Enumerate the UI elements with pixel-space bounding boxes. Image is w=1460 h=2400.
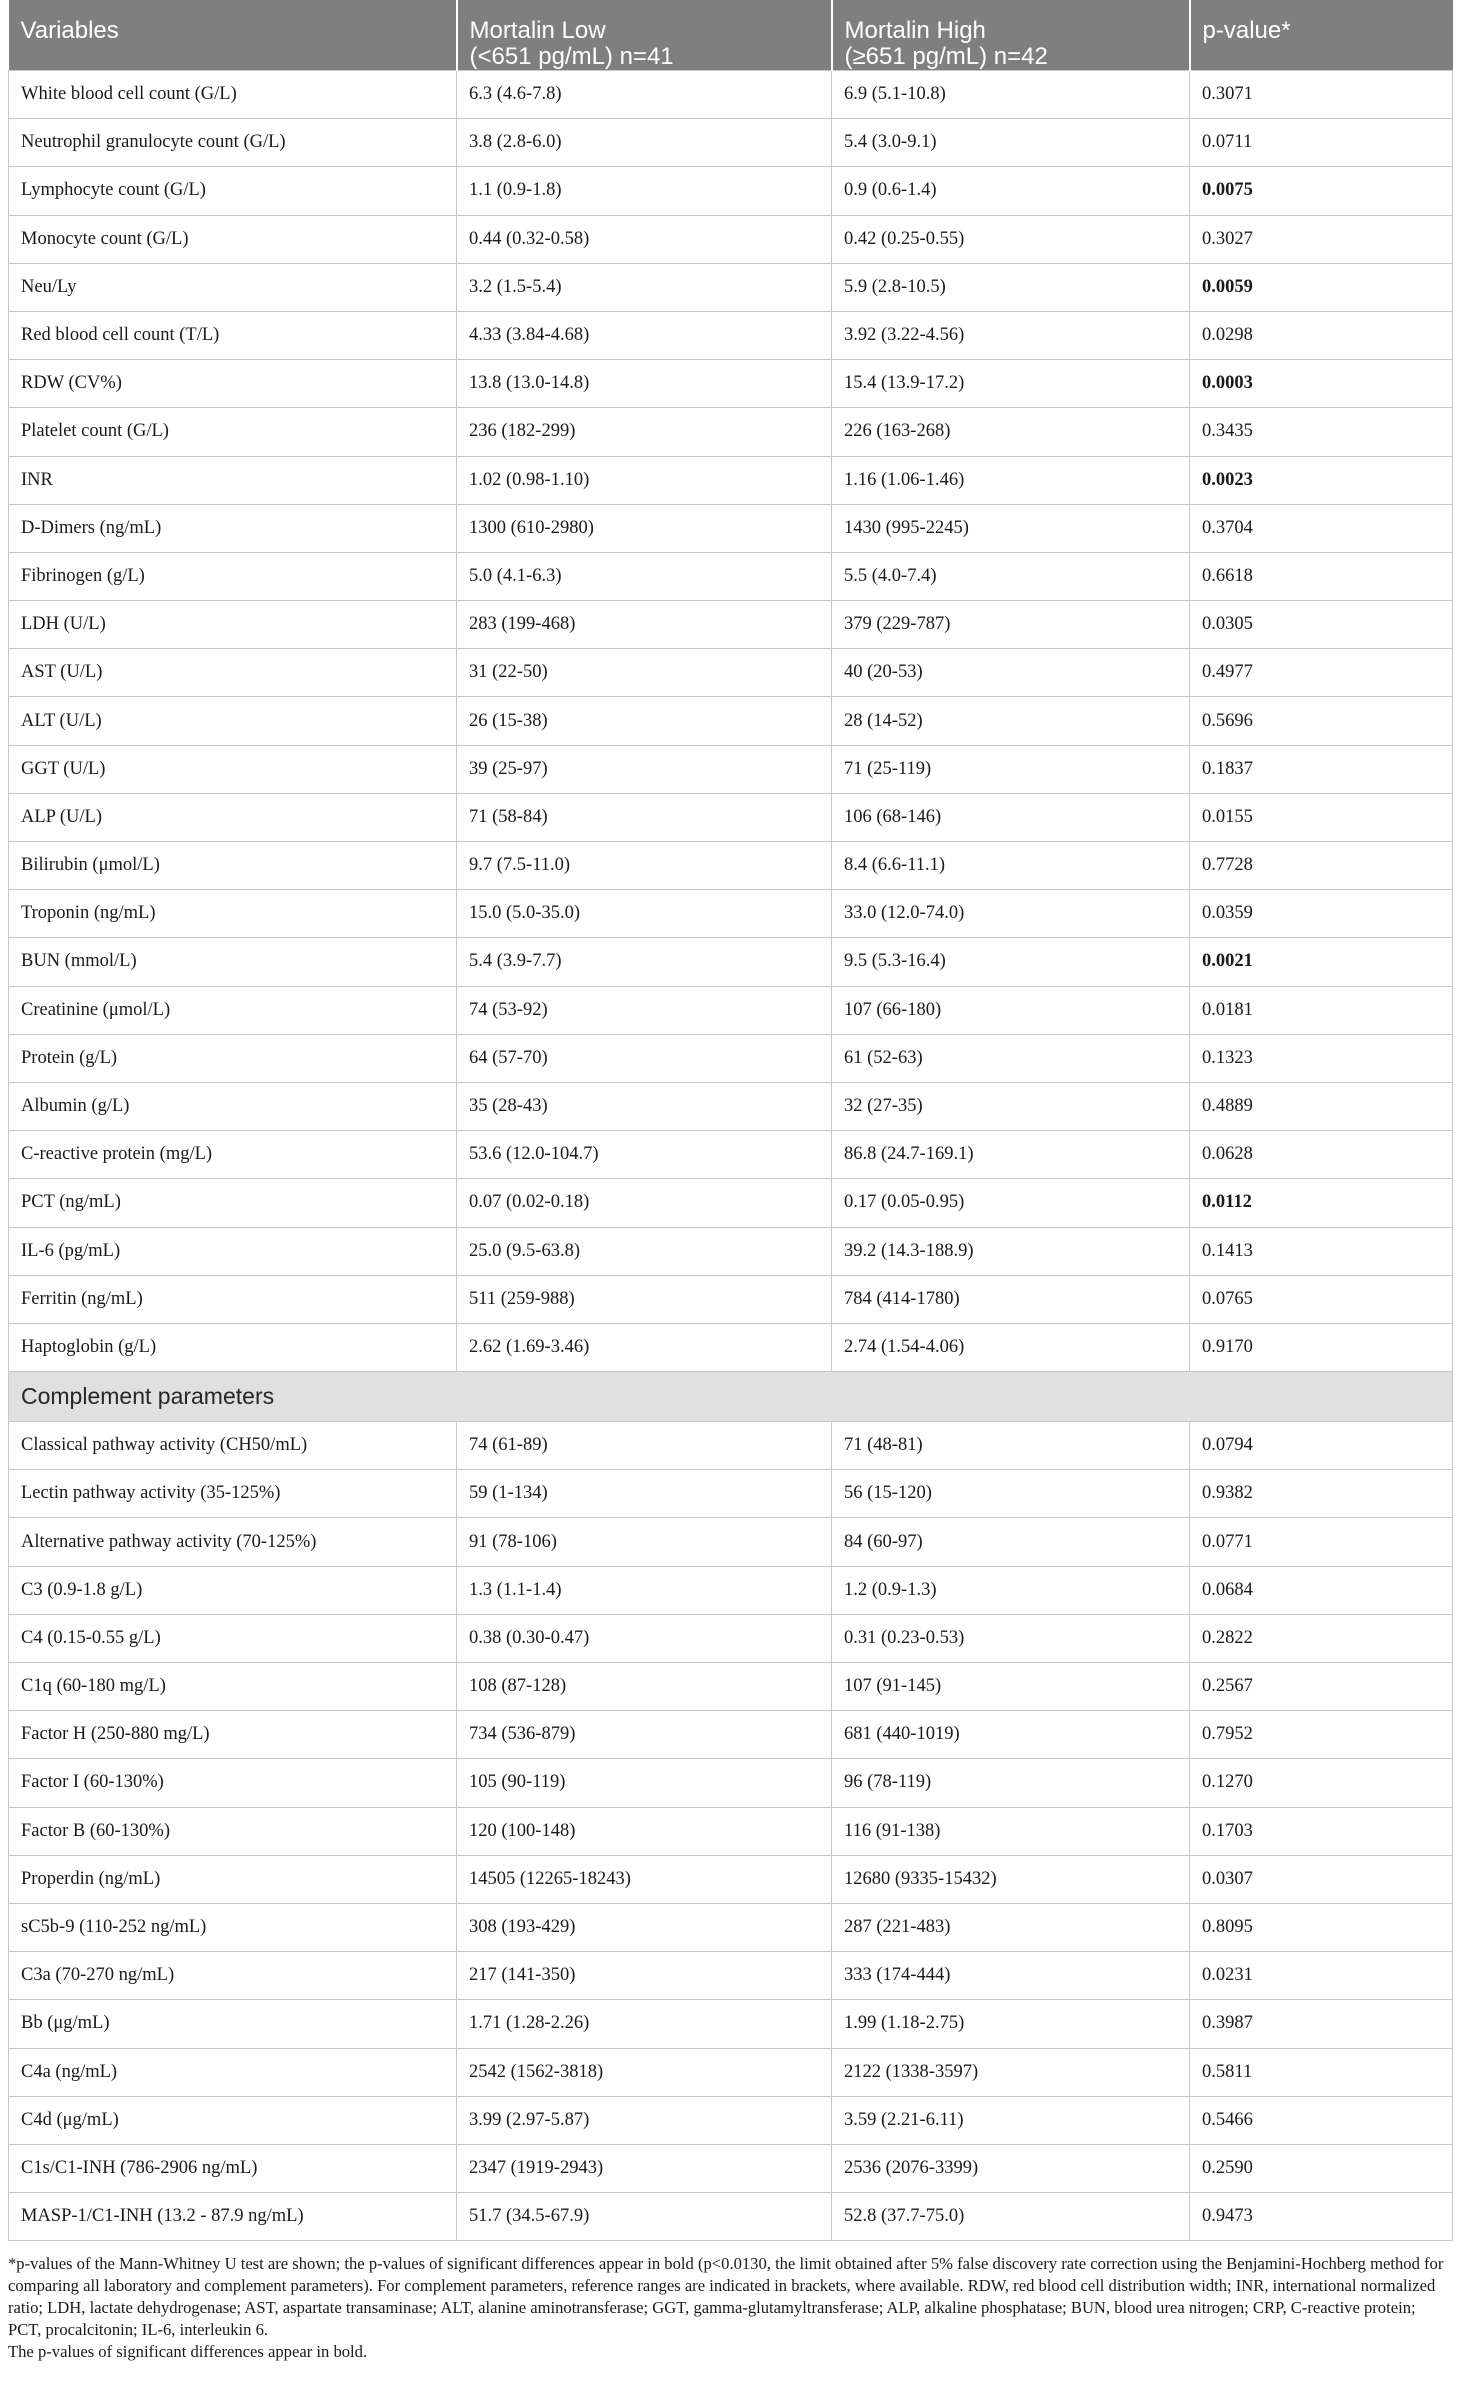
p-value-cell: 0.3071 [1190, 71, 1453, 119]
p-value-cell: 0.9473 [1190, 2193, 1453, 2241]
table-row [9, 601, 1453, 649]
mortalin-low-cell: 511 (259-988) [457, 1275, 832, 1323]
mortalin-low-cell: 4.33 (3.84-4.68) [457, 311, 832, 359]
variable-cell: Bilirubin (μmol/L) [9, 842, 457, 890]
mortalin-high-cell: 40 (20-53) [832, 649, 1190, 697]
mortalin-high-cell: 3.92 (3.22-4.56) [832, 311, 1190, 359]
variable-cell: ALP (U/L) [9, 793, 457, 841]
table-row [9, 938, 1453, 986]
table-row [9, 263, 1453, 311]
table-row [9, 1952, 1453, 2000]
p-value-cell: 0.0711 [1190, 119, 1453, 167]
table-row [9, 1131, 1453, 1179]
table-row [9, 2048, 1453, 2096]
variable-cell: C-reactive protein (mg/L) [9, 1131, 457, 1179]
mortalin-high-cell: 287 (221-483) [832, 1903, 1190, 1951]
mortalin-high-cell: 12680 (9335-15432) [832, 1855, 1190, 1903]
p-value-cell: 0.0075 [1190, 167, 1453, 215]
mortalin-high-cell: 106 (68-146) [832, 793, 1190, 841]
variable-cell: Alternative pathway activity (70-125%) [9, 1518, 457, 1566]
mortalin-high-cell: 379 (229-787) [832, 601, 1190, 649]
p-value-cell: 0.0628 [1190, 1131, 1453, 1179]
mortalin-high-cell: 9.5 (5.3-16.4) [832, 938, 1190, 986]
p-value-cell: 0.9170 [1190, 1323, 1453, 1371]
variable-cell: Monocyte count (G/L) [9, 215, 457, 263]
mortalin-low-cell: 5.4 (3.9-7.7) [457, 938, 832, 986]
mortalin-high-cell: 0.9 (0.6-1.4) [832, 167, 1190, 215]
p-value-cell: 0.0359 [1190, 890, 1453, 938]
mortalin-low-cell: 1.71 (1.28-2.26) [457, 2000, 832, 2048]
variable-cell: White blood cell count (G/L) [9, 71, 457, 119]
mortalin-high-cell: 116 (91-138) [832, 1807, 1190, 1855]
variable-cell: Ferritin (ng/mL) [9, 1275, 457, 1323]
table-row [9, 1034, 1453, 1082]
table-row [9, 1614, 1453, 1662]
header-mortalin-high: Mortalin High (≥651 pg/mL) n=42 [832, 0, 1190, 71]
mortalin-low-cell: 91 (78-106) [457, 1518, 832, 1566]
table-row [9, 2193, 1453, 2241]
mortalin-low-cell: 53.6 (12.0-104.7) [457, 1131, 832, 1179]
p-value-cell: 0.0298 [1190, 311, 1453, 359]
table-row [9, 1663, 1453, 1711]
p-value-cell: 0.0765 [1190, 1275, 1453, 1323]
table-row [9, 552, 1453, 600]
variable-cell: BUN (mmol/L) [9, 938, 457, 986]
mortalin-high-cell: 8.4 (6.6-11.1) [832, 842, 1190, 890]
mortalin-low-cell: 74 (61-89) [457, 1422, 832, 1470]
table-row [9, 745, 1453, 793]
mortalin-low-cell: 0.38 (0.30-0.47) [457, 1614, 832, 1662]
p-value-cell: 0.8095 [1190, 1903, 1453, 1951]
table-row [9, 1275, 1453, 1323]
table-row [9, 1323, 1453, 1371]
variable-cell: Factor B (60-130%) [9, 1807, 457, 1855]
mortalin-low-cell: 308 (193-429) [457, 1903, 832, 1951]
p-value-cell: 0.1270 [1190, 1759, 1453, 1807]
table-row [9, 1759, 1453, 1807]
variable-cell: C4a (ng/mL) [9, 2048, 457, 2096]
variable-cell: D-Dimers (ng/mL) [9, 504, 457, 552]
table-row [9, 986, 1453, 1034]
mortalin-low-cell: 0.07 (0.02-0.18) [457, 1179, 832, 1227]
header-row [9, 0, 1453, 71]
variable-cell: Factor H (250-880 mg/L) [9, 1711, 457, 1759]
mortalin-high-cell: 0.42 (0.25-0.55) [832, 215, 1190, 263]
mortalin-low-cell: 13.8 (13.0-14.8) [457, 360, 832, 408]
mortalin-high-cell: 0.31 (0.23-0.53) [832, 1614, 1190, 1662]
variable-cell: C3 (0.9-1.8 g/L) [9, 1566, 457, 1614]
mortalin-high-cell: 333 (174-444) [832, 1952, 1190, 2000]
mortalin-high-cell: 107 (66-180) [832, 986, 1190, 1034]
p-value-cell: 0.7952 [1190, 1711, 1453, 1759]
section-row-complement [9, 1372, 1453, 1422]
p-value-cell: 0.0684 [1190, 1566, 1453, 1614]
variable-cell: C3a (70-270 ng/mL) [9, 1952, 457, 2000]
table-row [9, 1422, 1453, 1470]
mortalin-low-cell: 15.0 (5.0-35.0) [457, 890, 832, 938]
mortalin-high-cell: 681 (440-1019) [832, 1711, 1190, 1759]
p-value-cell: 0.3704 [1190, 504, 1453, 552]
variable-cell: Haptoglobin (g/L) [9, 1323, 457, 1371]
mortalin-high-cell: 0.17 (0.05-0.95) [832, 1179, 1190, 1227]
mortalin-high-cell: 6.9 (5.1-10.8) [832, 71, 1190, 119]
results-table [8, 0, 1453, 2241]
mortalin-low-cell: 51.7 (34.5-67.9) [457, 2193, 832, 2241]
p-value-cell: 0.1323 [1190, 1034, 1453, 1082]
header-p-value: p-value* [1190, 0, 1453, 71]
mortalin-high-cell: 56 (15-120) [832, 1470, 1190, 1518]
table-row [9, 2096, 1453, 2144]
variable-cell: Properdin (ng/mL) [9, 1855, 457, 1903]
mortalin-low-cell: 9.7 (7.5-11.0) [457, 842, 832, 890]
p-value-cell: 0.2590 [1190, 2144, 1453, 2192]
variable-cell: Red blood cell count (T/L) [9, 311, 457, 359]
table-row [9, 890, 1453, 938]
mortalin-high-cell: 52.8 (37.7-75.0) [832, 2193, 1190, 2241]
mortalin-low-cell: 1.02 (0.98-1.10) [457, 456, 832, 504]
section-title: Complement parameters [9, 1372, 1453, 1422]
mortalin-high-cell: 2536 (2076-3399) [832, 2144, 1190, 2192]
variable-cell: Neutrophil granulocyte count (G/L) [9, 119, 457, 167]
mortalin-high-cell: 1.16 (1.06-1.46) [832, 456, 1190, 504]
mortalin-high-cell: 2122 (1338-3597) [832, 2048, 1190, 2096]
mortalin-low-cell: 64 (57-70) [457, 1034, 832, 1082]
variable-cell: Bb (μg/mL) [9, 2000, 457, 2048]
variable-cell: Neu/Ly [9, 263, 457, 311]
mortalin-high-cell: 226 (163-268) [832, 408, 1190, 456]
table-row [9, 360, 1453, 408]
mortalin-low-cell: 108 (87-128) [457, 1663, 832, 1711]
mortalin-low-cell: 3.2 (1.5-5.4) [457, 263, 832, 311]
table-row [9, 793, 1453, 841]
variable-cell: MASP-1/C1-INH (13.2 - 87.9 ng/mL) [9, 2193, 457, 2241]
table-row [9, 2000, 1453, 2048]
mortalin-high-cell: 71 (48-81) [832, 1422, 1190, 1470]
mortalin-low-cell: 2.62 (1.69-3.46) [457, 1323, 832, 1371]
p-value-cell: 0.2567 [1190, 1663, 1453, 1711]
p-value-cell: 0.0305 [1190, 601, 1453, 649]
mortalin-high-cell: 5.4 (3.0-9.1) [832, 119, 1190, 167]
p-value-cell: 0.0771 [1190, 1518, 1453, 1566]
table-row [9, 1903, 1453, 1951]
p-value-cell: 0.0794 [1190, 1422, 1453, 1470]
p-value-cell: 0.5811 [1190, 2048, 1453, 2096]
variable-cell: Albumin (g/L) [9, 1082, 457, 1130]
p-value-cell: 0.4889 [1190, 1082, 1453, 1130]
document [8, 0, 1452, 2363]
p-value-cell: 0.0112 [1190, 1179, 1453, 1227]
p-value-cell: 0.0155 [1190, 793, 1453, 841]
table-row [9, 167, 1453, 215]
variable-cell: Fibrinogen (g/L) [9, 552, 457, 600]
table-row [9, 215, 1453, 263]
variable-cell: Lymphocyte count (G/L) [9, 167, 457, 215]
mortalin-high-cell: 784 (414-1780) [832, 1275, 1190, 1323]
table-row [9, 456, 1453, 504]
p-value-cell: 0.0231 [1190, 1952, 1453, 2000]
table-row [9, 1711, 1453, 1759]
variable-cell: RDW (CV%) [9, 360, 457, 408]
variable-cell: AST (U/L) [9, 649, 457, 697]
mortalin-low-cell: 59 (1-134) [457, 1470, 832, 1518]
mortalin-low-cell: 74 (53-92) [457, 986, 832, 1034]
mortalin-low-cell: 31 (22-50) [457, 649, 832, 697]
table-row [9, 311, 1453, 359]
variable-cell: Factor I (60-130%) [9, 1759, 457, 1807]
p-value-cell: 0.1703 [1190, 1807, 1453, 1855]
p-value-cell: 0.0307 [1190, 1855, 1453, 1903]
footnote [8, 2253, 1452, 2363]
mortalin-low-cell: 3.99 (2.97-5.87) [457, 2096, 832, 2144]
mortalin-low-cell: 734 (536-879) [457, 1711, 832, 1759]
mortalin-high-cell: 1.99 (1.18-2.75) [832, 2000, 1190, 2048]
mortalin-low-cell: 5.0 (4.1-6.3) [457, 552, 832, 600]
mortalin-low-cell: 236 (182-299) [457, 408, 832, 456]
p-value-cell: 0.6618 [1190, 552, 1453, 600]
table-row [9, 1855, 1453, 1903]
mortalin-high-cell: 96 (78-119) [832, 1759, 1190, 1807]
p-value-cell: 0.3987 [1190, 2000, 1453, 2048]
table-row [9, 1082, 1453, 1130]
mortalin-high-cell: 107 (91-145) [832, 1663, 1190, 1711]
mortalin-low-cell: 6.3 (4.6-7.8) [457, 71, 832, 119]
variable-cell: LDH (U/L) [9, 601, 457, 649]
mortalin-low-cell: 14505 (12265-18243) [457, 1855, 832, 1903]
p-value-cell: 0.5466 [1190, 2096, 1453, 2144]
variable-cell: C1s/C1-INH (786-2906 ng/mL) [9, 2144, 457, 2192]
table-row [9, 1179, 1453, 1227]
p-value-cell: 0.3027 [1190, 215, 1453, 263]
table-row [9, 1470, 1453, 1518]
table-row [9, 1227, 1453, 1275]
p-value-cell: 0.0181 [1190, 986, 1453, 1034]
footnote-text: *p-values of the Mann-Whitney U test are shown; the p-values of significant differences appear in bold (p<0.0130, the limit obtained after 5% false discovery rate correction using the Benjamini-Hochberg method for comparing all laboratory and complement parameters). For complement parameters, reference ranges are indicated in brackets, where available. RDW, red blood cell distribution width; INR, international normalized ratio; LDH, lactate dehydrogenase; AST, aspartate transaminase; ALT, alanine aminotransferase; GGT, gamma-glutamyltransferase; ALP, alkaline phosphatase; BUN, blood urea nitrogen; CRP, C-reactive protein; PCT, procalcitonin; IL-6, interleukin 6. [8, 2254, 1444, 2340]
p-value-cell: 0.1837 [1190, 745, 1453, 793]
table-row [9, 697, 1453, 745]
table-row [9, 71, 1453, 119]
variable-cell: Lectin pathway activity (35-125%) [9, 1470, 457, 1518]
header-mortalin-low: Mortalin Low (<651 pg/mL) n=41 [457, 0, 832, 71]
variable-cell: C4 (0.15-0.55 g/L) [9, 1614, 457, 1662]
p-value-cell: 0.7728 [1190, 842, 1453, 890]
mortalin-high-cell: 61 (52-63) [832, 1034, 1190, 1082]
mortalin-low-cell: 3.8 (2.8-6.0) [457, 119, 832, 167]
mortalin-low-cell: 0.44 (0.32-0.58) [457, 215, 832, 263]
mortalin-low-cell: 120 (100-148) [457, 1807, 832, 1855]
mortalin-low-cell: 2347 (1919-2943) [457, 2144, 832, 2192]
p-value-cell: 0.0021 [1190, 938, 1453, 986]
variable-cell: sC5b-9 (110-252 ng/mL) [9, 1903, 457, 1951]
mortalin-high-cell: 5.9 (2.8-10.5) [832, 263, 1190, 311]
mortalin-high-cell: 71 (25-119) [832, 745, 1190, 793]
variable-cell: Classical pathway activity (CH50/mL) [9, 1422, 457, 1470]
table-row [9, 649, 1453, 697]
variable-cell: PCT (ng/mL) [9, 1179, 457, 1227]
variable-cell: Creatinine (μmol/L) [9, 986, 457, 1034]
mortalin-high-cell: 15.4 (13.9-17.2) [832, 360, 1190, 408]
p-value-cell: 0.3435 [1190, 408, 1453, 456]
mortalin-low-cell: 1.3 (1.1-1.4) [457, 1566, 832, 1614]
p-value-cell: 0.1413 [1190, 1227, 1453, 1275]
p-value-cell: 0.4977 [1190, 649, 1453, 697]
variable-cell: ALT (U/L) [9, 697, 457, 745]
mortalin-high-cell: 39.2 (14.3-188.9) [832, 1227, 1190, 1275]
mortalin-high-cell: 84 (60-97) [832, 1518, 1190, 1566]
variable-cell: C4d (μg/mL) [9, 2096, 457, 2144]
variable-cell: Protein (g/L) [9, 1034, 457, 1082]
p-value-cell: 0.5696 [1190, 697, 1453, 745]
mortalin-low-cell: 1.1 (0.9-1.8) [457, 167, 832, 215]
p-value-cell: 0.9382 [1190, 1470, 1453, 1518]
variable-cell: INR [9, 456, 457, 504]
table-row [9, 1566, 1453, 1614]
footnote-bold-note: The p-values of significant differences appear in bold. [8, 2342, 368, 2362]
table-row [9, 2144, 1453, 2192]
variable-cell: IL-6 (pg/mL) [9, 1227, 457, 1275]
mortalin-low-cell: 35 (28-43) [457, 1082, 832, 1130]
mortalin-low-cell: 105 (90-119) [457, 1759, 832, 1807]
variable-cell: C1q (60-180 mg/L) [9, 1663, 457, 1711]
mortalin-high-cell: 33.0 (12.0-74.0) [832, 890, 1190, 938]
variable-cell: Troponin (ng/mL) [9, 890, 457, 938]
p-value-cell: 0.2822 [1190, 1614, 1453, 1662]
p-value-cell: 0.0023 [1190, 456, 1453, 504]
mortalin-high-cell: 1.2 (0.9-1.3) [832, 1566, 1190, 1614]
mortalin-high-cell: 1430 (995-2245) [832, 504, 1190, 552]
variable-cell: GGT (U/L) [9, 745, 457, 793]
variable-cell: Platelet count (G/L) [9, 408, 457, 456]
table-row [9, 1518, 1453, 1566]
mortalin-high-cell: 2.74 (1.54-4.06) [832, 1323, 1190, 1371]
table-row [9, 1807, 1453, 1855]
mortalin-high-cell: 86.8 (24.7-169.1) [832, 1131, 1190, 1179]
table-row [9, 842, 1453, 890]
mortalin-low-cell: 26 (15-38) [457, 697, 832, 745]
table-row [9, 119, 1453, 167]
mortalin-low-cell: 25.0 (9.5-63.8) [457, 1227, 832, 1275]
p-value-cell: 0.0003 [1190, 360, 1453, 408]
mortalin-high-cell: 28 (14-52) [832, 697, 1190, 745]
mortalin-high-cell: 5.5 (4.0-7.4) [832, 552, 1190, 600]
mortalin-low-cell: 1300 (610-2980) [457, 504, 832, 552]
p-value-cell: 0.0059 [1190, 263, 1453, 311]
mortalin-low-cell: 2542 (1562-3818) [457, 2048, 832, 2096]
mortalin-low-cell: 39 (25-97) [457, 745, 832, 793]
header-variables: Variables [9, 0, 457, 71]
mortalin-high-cell: 32 (27-35) [832, 1082, 1190, 1130]
mortalin-low-cell: 217 (141-350) [457, 1952, 832, 2000]
mortalin-low-cell: 71 (58-84) [457, 793, 832, 841]
mortalin-high-cell: 3.59 (2.21-6.11) [832, 2096, 1190, 2144]
mortalin-low-cell: 283 (199-468) [457, 601, 832, 649]
table-row [9, 408, 1453, 456]
table-row [9, 504, 1453, 552]
